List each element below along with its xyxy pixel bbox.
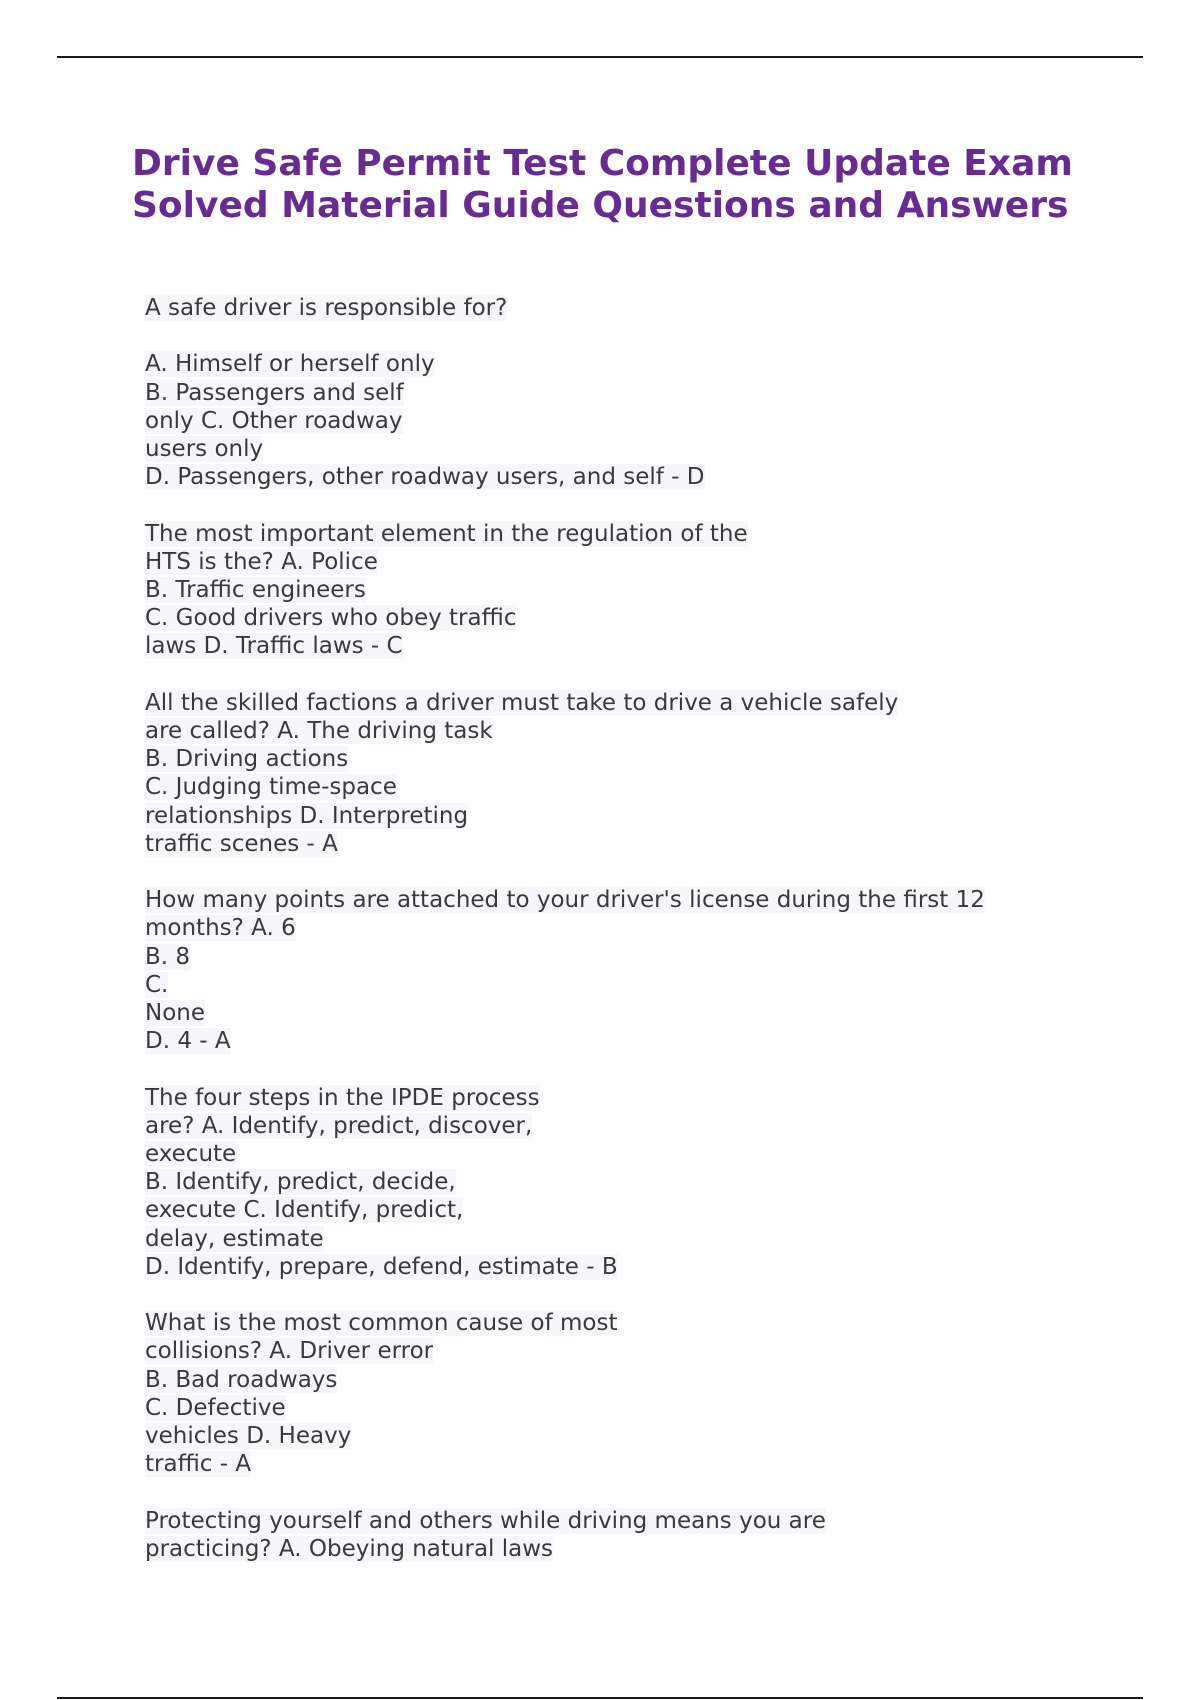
question-line: [145, 802, 1105, 830]
question-line-text: Protecting yourself and others while driving means you are: [145, 1507, 826, 1534]
question-line-text: collisions? A. Driver error: [145, 1338, 434, 1365]
question-line: [145, 632, 1105, 660]
document-title: [132, 143, 1132, 227]
question-line: [145, 379, 1105, 407]
question-line-text: B. Identify, predict, decide,: [145, 1169, 456, 1196]
question-line-text: B. Driving actions: [145, 746, 349, 773]
question-line-text: C. Judging time-space: [145, 774, 397, 801]
question-line-text: A. Himself or herself only: [145, 351, 435, 378]
question-line: [145, 689, 1105, 717]
question-line: [145, 435, 1105, 463]
question-line: [145, 1422, 1105, 1450]
footer-rule: [57, 1697, 1143, 1699]
question-line: [145, 294, 1105, 322]
question-line: [145, 576, 1105, 604]
question-line-text: The most important element in the regulation of the: [145, 520, 748, 547]
question-line-text: B. Passengers and self: [145, 379, 404, 406]
question-line-text: HTS is the? A. Police: [145, 548, 378, 575]
question-line-text: are called? A. The driving task: [145, 718, 493, 745]
question-line: [145, 914, 1105, 942]
question-line: [145, 1450, 1105, 1478]
question-line-text: C.: [145, 971, 169, 998]
question-line: [145, 1225, 1105, 1253]
question-line: [145, 971, 1105, 999]
title-line-1: Drive Safe Permit Test Complete Update Exam: [132, 143, 1073, 184]
question-line: [145, 520, 1105, 548]
question-line-text: traffic scenes - A: [145, 830, 338, 857]
question-line-text: None: [145, 1000, 206, 1027]
question-line: [145, 463, 1105, 491]
question-line: [145, 1253, 1105, 1281]
question-line-text: D. Identify, prepare, defend, estimate - B: [145, 1253, 618, 1280]
question-line: [145, 717, 1105, 745]
question-line-text: C. Good drivers who obey traffic: [145, 605, 517, 632]
question-line: [145, 604, 1105, 632]
question-line-text: are? A. Identify, predict, discover,: [145, 1112, 533, 1139]
question-line: [145, 1394, 1105, 1422]
question-line-text: months? A. 6: [145, 915, 296, 942]
question-block: [145, 689, 1105, 858]
question-line-text: users only: [145, 436, 264, 463]
question-line: [145, 548, 1105, 576]
question-line-text: What is the most common cause of most: [145, 1310, 618, 1337]
question-block: [145, 1507, 1105, 1563]
question-line-text: execute C. Identify, predict,: [145, 1197, 464, 1224]
question-line: [145, 1027, 1105, 1055]
question-line-text: delay, estimate: [145, 1225, 324, 1252]
question-line-text: traffic - A: [145, 1451, 252, 1478]
question-line: [145, 407, 1105, 435]
question-line: [145, 886, 1105, 914]
question-line-text: The four steps in the IPDE process: [145, 1084, 540, 1111]
question-line: [145, 745, 1105, 773]
question-line-text: laws D. Traffic laws - C: [145, 633, 403, 660]
question-block: [145, 1309, 1105, 1478]
question-block: [145, 886, 1105, 1055]
question-line-text: D. Passengers, other roadway users, and self - D: [145, 464, 705, 491]
question-block: [145, 1084, 1105, 1281]
question-line-text: How many points are attached to your driver's license during the first 12: [145, 887, 985, 914]
title-line-2: Solved Material Guide Questions and Answers: [132, 185, 1069, 226]
question-line-text: execute: [145, 1141, 237, 1168]
question-line: [145, 1112, 1105, 1140]
question-line-text: B. 8: [145, 943, 191, 970]
question-line: [145, 1140, 1105, 1168]
question-line-text: relationships D. Interpreting: [145, 802, 469, 829]
question-block: [145, 520, 1105, 661]
question-block: [145, 294, 1105, 491]
question-line-text: practicing? A. Obeying natural laws: [145, 1535, 554, 1562]
question-line: [145, 999, 1105, 1027]
question-line: [145, 350, 1105, 378]
question-line: [145, 1507, 1105, 1535]
question-line: [145, 1337, 1105, 1365]
question-line: [145, 1168, 1105, 1196]
question-line-text: A safe driver is responsible for?: [145, 295, 508, 321]
question-line: [145, 1084, 1105, 1112]
question-line-text: D. 4 - A: [145, 1028, 231, 1055]
question-line: [145, 1535, 1105, 1563]
question-line: [145, 943, 1105, 971]
header-rule: [57, 56, 1143, 58]
questions-list: [145, 294, 1105, 1591]
question-line: [145, 322, 1105, 350]
question-line-text: C. Defective: [145, 1394, 286, 1421]
question-line-text: B. Traffic engineers: [145, 577, 366, 604]
question-line-text: All the skilled factions a driver must take to drive a vehicle safely: [145, 689, 899, 716]
question-line-text: only C. Other roadway: [145, 407, 403, 434]
question-line: [145, 830, 1105, 858]
question-line: [145, 1366, 1105, 1394]
question-line: [145, 1196, 1105, 1224]
question-line: [145, 1309, 1105, 1337]
question-line-text: vehicles D. Heavy: [145, 1423, 352, 1450]
question-line: [145, 773, 1105, 801]
question-line-text: B. Bad roadways: [145, 1366, 338, 1393]
